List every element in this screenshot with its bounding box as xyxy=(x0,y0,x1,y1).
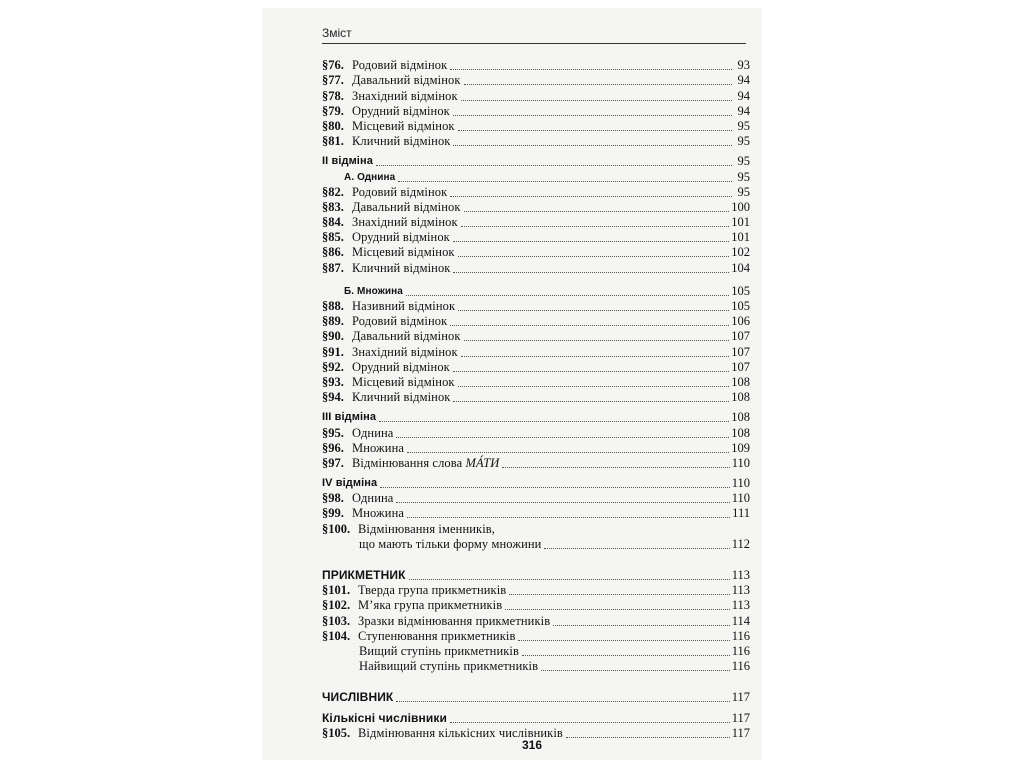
toc-title: Кличний відмінок xyxy=(352,390,451,405)
toc-entry xyxy=(322,456,750,471)
toc-subheading xyxy=(322,169,750,184)
toc-page: 117 xyxy=(731,725,750,740)
dot-leader xyxy=(409,579,730,580)
toc-entry xyxy=(322,73,750,88)
dot-leader xyxy=(396,701,729,702)
toc-title: Відмінювання слова МА́ТИ xyxy=(352,455,500,470)
toc-number: §101. xyxy=(322,583,351,598)
toc-title: Кличний відмінок xyxy=(352,134,451,149)
toc-entry xyxy=(322,629,750,644)
toc-title: IV відміна xyxy=(322,477,378,490)
toc-number: §82. xyxy=(322,184,344,199)
toc-section-heading xyxy=(322,154,750,169)
dot-leader xyxy=(453,272,729,273)
toc-title: Множина xyxy=(352,506,405,521)
toc-title: ІІІ відміна xyxy=(322,411,377,424)
toc-entry xyxy=(322,329,750,344)
toc-page: 116 xyxy=(731,659,750,674)
toc-number: §92. xyxy=(322,359,344,374)
toc-page: 104 xyxy=(731,260,750,275)
toc-page: 95 xyxy=(737,154,750,169)
toc-number: §86. xyxy=(322,245,344,260)
toc-number: §103. xyxy=(322,613,351,628)
dot-leader xyxy=(553,625,729,626)
dot-leader xyxy=(464,340,730,341)
toc-number: §80. xyxy=(322,118,344,133)
toc-title: Знахідний відмінок xyxy=(352,344,458,359)
toc-page: 112 xyxy=(731,536,750,551)
toc-title: Однина xyxy=(352,425,394,440)
running-header: Зміст xyxy=(322,26,352,40)
toc-number: §91. xyxy=(322,344,344,359)
toc-page: 111 xyxy=(732,506,750,521)
toc-title: Множина xyxy=(352,440,405,455)
toc-page: 94 xyxy=(737,103,750,118)
toc-title: Вищий ступінь прикметників xyxy=(359,643,519,658)
dot-leader xyxy=(522,655,730,656)
toc-page: 106 xyxy=(731,314,750,329)
toc-entry xyxy=(322,88,750,103)
toc-entry xyxy=(322,375,750,390)
toc-entry xyxy=(322,245,750,260)
toc-title: М’яка група прикметників xyxy=(358,598,503,613)
toc-entry-sub xyxy=(322,659,750,674)
toc-title: Місцевий відмінок xyxy=(352,245,455,260)
toc-page: 107 xyxy=(731,359,750,374)
dot-leader xyxy=(380,487,729,488)
toc-page: 116 xyxy=(731,643,750,658)
toc-title: ЧИСЛІВНИК xyxy=(322,690,394,705)
dot-leader xyxy=(450,196,732,197)
dot-leader xyxy=(453,145,732,146)
toc-title: Називний відмінок xyxy=(352,299,456,313)
toc-title: Ступенювання прикметників xyxy=(358,628,516,643)
toc-number: §104. xyxy=(322,628,351,643)
toc-title: Орудний відмінок xyxy=(352,359,450,374)
toc-number: §84. xyxy=(322,215,344,230)
toc-entry xyxy=(322,314,750,329)
dot-leader xyxy=(541,670,730,671)
toc-number: §81. xyxy=(322,134,344,149)
table-of-contents xyxy=(322,58,750,741)
dot-leader xyxy=(453,115,732,116)
dot-leader xyxy=(407,452,729,453)
toc-section-heading xyxy=(322,410,750,425)
toc-page: 114 xyxy=(731,613,750,628)
toc-title: Родовий відмінок xyxy=(352,184,448,199)
toc-entry xyxy=(322,583,750,598)
toc-entry xyxy=(322,344,750,359)
toc-entry-sub xyxy=(322,644,750,659)
dot-leader xyxy=(464,84,732,85)
toc-entry xyxy=(322,390,750,405)
toc-entry xyxy=(322,215,750,230)
toc-title: Кличний відмінок xyxy=(352,260,451,275)
toc-title: Давальний відмінок xyxy=(352,199,461,214)
toc-entry xyxy=(322,299,750,314)
toc-page: 105 xyxy=(731,283,750,298)
toc-page: 102 xyxy=(731,245,750,260)
dot-leader xyxy=(518,640,729,641)
toc-entry xyxy=(322,521,750,536)
dot-leader xyxy=(453,241,729,242)
toc-page: 95 xyxy=(737,184,750,199)
dot-leader xyxy=(450,722,730,723)
toc-number: §76. xyxy=(322,58,344,73)
toc-page: 109 xyxy=(731,440,750,455)
toc-number: §95. xyxy=(322,425,344,440)
dot-leader xyxy=(461,356,730,357)
toc-page: 117 xyxy=(731,710,750,725)
toc-title: Давальний відмінок xyxy=(352,73,461,88)
toc-title: Знахідний відмінок xyxy=(352,88,458,103)
toc-entry xyxy=(322,360,750,375)
toc-entry xyxy=(322,119,750,134)
dot-leader xyxy=(453,371,729,372)
toc-page: 113 xyxy=(731,598,750,613)
dot-leader xyxy=(544,548,729,549)
dot-leader xyxy=(505,609,729,610)
toc-title: що мають тільки форму множини xyxy=(359,536,542,551)
toc-entry xyxy=(322,506,750,521)
toc-entry xyxy=(322,134,750,149)
toc-subheading xyxy=(322,284,750,299)
dot-leader xyxy=(379,421,729,422)
toc-page: 117 xyxy=(731,690,750,705)
toc-page: 110 xyxy=(731,491,750,506)
toc-number: §89. xyxy=(322,314,344,329)
toc-title: Місцевий відмінок xyxy=(352,374,455,389)
toc-page: 110 xyxy=(731,455,750,470)
toc-title: Відмінювання кількісних числівників xyxy=(358,725,563,740)
toc-page: 108 xyxy=(731,390,750,405)
toc-page: 110 xyxy=(731,476,750,491)
page-number: 316 xyxy=(522,738,543,752)
toc-title: Б. Множина xyxy=(344,285,403,297)
toc-page: 93 xyxy=(737,58,750,73)
toc-number: §88. xyxy=(322,299,344,313)
dot-leader xyxy=(407,517,730,518)
toc-title: Орудний відмінок xyxy=(352,103,450,118)
toc-number: §96. xyxy=(322,440,344,455)
toc-page: 94 xyxy=(737,88,750,103)
dot-leader xyxy=(458,256,730,257)
toc-title: Давальний відмінок xyxy=(352,329,461,344)
toc-page: 95 xyxy=(737,134,750,149)
dot-leader xyxy=(450,69,732,70)
toc-entry xyxy=(322,58,750,73)
toc-page: 105 xyxy=(731,299,750,313)
dot-leader xyxy=(398,181,732,182)
dot-leader xyxy=(509,594,729,595)
toc-page: 95 xyxy=(737,118,750,133)
dot-leader xyxy=(450,325,729,326)
toc-number: §97. xyxy=(322,455,344,470)
toc-entry xyxy=(322,200,750,215)
dot-leader xyxy=(461,100,732,101)
toc-entry xyxy=(322,230,750,245)
toc-number: §94. xyxy=(322,390,344,405)
dot-leader xyxy=(566,737,730,738)
toc-number: §78. xyxy=(322,88,344,103)
toc-number: §105. xyxy=(322,725,351,740)
toc-part-heading xyxy=(322,568,750,583)
dot-leader xyxy=(453,401,729,402)
toc-entry xyxy=(322,613,750,628)
toc-number: §99. xyxy=(322,506,344,521)
toc-number: §100. xyxy=(322,521,351,536)
dot-leader xyxy=(502,467,729,468)
toc-page: 108 xyxy=(731,410,750,425)
toc-title: Однина xyxy=(352,491,394,506)
toc-title: ПРИКМЕТНИК xyxy=(322,568,406,582)
toc-title: Родовий відмінок xyxy=(352,58,448,73)
toc-title: Тверда група прикметників xyxy=(358,583,507,598)
toc-number: §98. xyxy=(322,491,344,506)
toc-page: 108 xyxy=(731,425,750,440)
dot-leader xyxy=(458,130,732,131)
toc-title: Родовий відмінок xyxy=(352,314,448,329)
toc-section-heading xyxy=(322,710,750,725)
toc-section-heading xyxy=(322,476,750,491)
toc-title-italic: МА́ТИ xyxy=(465,455,500,470)
toc-page: 100 xyxy=(731,199,750,214)
toc-entry xyxy=(322,598,750,613)
dot-leader xyxy=(464,211,730,212)
dot-leader xyxy=(396,502,729,503)
toc-number: §79. xyxy=(322,103,344,118)
toc-entry xyxy=(322,441,750,456)
toc-number: §93. xyxy=(322,374,344,389)
toc-page: 113 xyxy=(731,583,750,598)
toc-page: 94 xyxy=(737,73,750,88)
dot-leader xyxy=(461,226,730,227)
toc-entry-continuation xyxy=(322,537,750,552)
toc-title: Найвищий ступінь прикметників xyxy=(359,659,539,674)
toc-entry xyxy=(322,491,750,506)
toc-number: §102. xyxy=(322,598,351,613)
toc-title: ІІ відміна xyxy=(322,155,373,168)
toc-entry xyxy=(322,185,750,200)
toc-title: Кількісні числівники xyxy=(322,710,447,725)
toc-number: §77. xyxy=(322,73,344,88)
toc-title: Знахідний відмінок xyxy=(352,215,458,230)
toc-page: 113 xyxy=(731,568,750,582)
dot-leader xyxy=(458,386,730,387)
toc-title: Зразки відмінювання прикметників xyxy=(358,613,551,628)
toc-page: 116 xyxy=(731,628,750,643)
toc-part-heading xyxy=(322,690,750,705)
header-rule xyxy=(322,43,746,44)
toc-title: Орудний відмінок xyxy=(352,230,450,245)
toc-number: §90. xyxy=(322,329,344,344)
dot-leader xyxy=(376,165,732,166)
toc-title: Місцевий відмінок xyxy=(352,118,455,133)
toc-page: 101 xyxy=(731,215,750,230)
toc-entry xyxy=(322,260,750,275)
toc-page: 107 xyxy=(731,329,750,344)
toc-number: §83. xyxy=(322,199,344,214)
toc-page: 101 xyxy=(731,230,750,245)
toc-page: 95 xyxy=(737,169,750,184)
toc-number: §87. xyxy=(322,260,344,275)
toc-title: Відмінювання іменників, xyxy=(358,521,495,536)
toc-page: 108 xyxy=(731,374,750,389)
dot-leader xyxy=(458,310,729,311)
toc-title: А. Однина xyxy=(344,171,396,183)
toc-page: 107 xyxy=(731,344,750,359)
toc-entry xyxy=(322,104,750,119)
toc-entry xyxy=(322,425,750,440)
toc-number: §85. xyxy=(322,230,344,245)
dot-leader xyxy=(406,295,729,296)
dot-leader xyxy=(396,437,729,438)
